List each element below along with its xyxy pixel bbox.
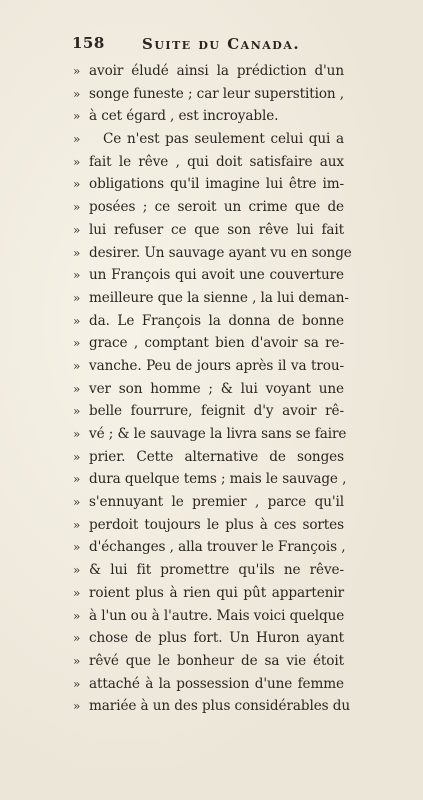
text-line (73, 310, 344, 333)
quotation-mark: » (73, 132, 81, 147)
line-text: & lui fit promettre qu'ils ne rêve- (89, 562, 344, 579)
text-line (73, 582, 344, 605)
text-line (73, 446, 344, 469)
quotation-mark: » (73, 358, 81, 373)
text-line (73, 173, 344, 196)
text-line (73, 196, 344, 219)
line-text: obligations qu'il imagine lui être im- (89, 176, 344, 193)
line-text: vé ; & le sauvage la livra sans se faire (89, 426, 347, 442)
text-line (73, 128, 344, 151)
line-text: ver son homme ; & lui voyant une (89, 380, 344, 397)
text-line (73, 242, 352, 265)
text-line (73, 673, 344, 696)
quotation-mark: » (73, 653, 81, 668)
quotation-mark: » (73, 64, 81, 78)
line-text: perdoit toujours le plus à ces sortes (89, 516, 344, 533)
text-line (73, 83, 345, 106)
quotation-mark: » (73, 177, 81, 192)
line-text: posées ; ce seroit un crime que de (89, 199, 344, 216)
line-text: grace , comptant bien d'avoir sa re- (89, 335, 344, 352)
line-text: rêvé que le bonheur de sa vie étoit (89, 652, 344, 669)
line-text: meilleure que la sienne , la lui deman- (89, 289, 349, 306)
quotation-mark: » (73, 154, 81, 169)
line-text: fait le rêve , qui doit satisfaire aux (89, 153, 344, 170)
quotation-mark: » (73, 472, 81, 487)
quotation-mark: » (73, 608, 81, 623)
quotation-mark: » (73, 109, 81, 124)
text-line (73, 355, 344, 378)
quotation-mark: » (73, 245, 81, 260)
text-line (73, 151, 344, 174)
quotation-mark: » (73, 631, 81, 646)
text-line (73, 695, 351, 718)
quotation-mark: » (73, 404, 81, 419)
running-head: Suite du Canada. (142, 35, 301, 53)
text-line (73, 491, 344, 514)
text-line (73, 423, 347, 446)
text-line (73, 264, 344, 287)
line-text: belle fourrure, feignit d'y avoir rê- (89, 403, 344, 420)
line-text: songe funeste ; car leur superstition , (89, 85, 345, 102)
page-header (72, 34, 334, 56)
line-text: desirer. Un sauvage ayant vu en songe (89, 244, 352, 261)
text-line (73, 468, 347, 491)
text-line (73, 287, 349, 310)
quotation-mark: » (73, 336, 81, 351)
quotation-mark: » (73, 268, 81, 283)
line-text: Ce n'est pas seulement celui qui a (103, 131, 344, 148)
text-line (73, 559, 344, 582)
quotation-mark: » (73, 585, 81, 600)
line-text: vanche. Peu de jours après il va trou- (89, 357, 344, 374)
line-text: un François qui avoit une couverture (89, 267, 344, 284)
line-text: attaché à la possession d'une femme (89, 675, 344, 692)
text-line (73, 605, 345, 628)
text-line (73, 378, 344, 401)
line-text: à cet égard , est incroyable. (89, 108, 279, 125)
text-line (73, 332, 344, 355)
line-text: dura quelque tems ; mais le sauvage , (89, 471, 347, 488)
quotation-mark: » (73, 290, 81, 305)
quotation-mark: » (73, 540, 81, 555)
text-line (73, 627, 344, 650)
quotation-mark: » (73, 676, 81, 691)
line-text: mariée à un des plus considérables du (89, 698, 351, 715)
line-text: s'ennuyant le premier , parce qu'il (89, 494, 344, 511)
quotation-mark: » (73, 517, 81, 532)
line-text: à l'un ou à l'autre. Mais voici quelque (89, 607, 345, 624)
quotation-mark: » (73, 86, 81, 101)
line-text: lui refuser ce que son rêve lui fait (89, 221, 344, 238)
line-text: avoir éludé ainsi la prédiction d'un (89, 63, 344, 79)
quotation-mark: » (73, 699, 81, 714)
line-text: d'échanges , alla trouver le François , (89, 539, 346, 556)
line-text: da. Le François la donna de bonne (89, 312, 344, 329)
quotation-mark: » (73, 381, 81, 396)
body-text (73, 60, 352, 718)
quotation-mark: » (73, 495, 81, 510)
quotation-mark: » (73, 449, 81, 464)
text-line (73, 536, 346, 559)
text-line (73, 219, 344, 242)
quotation-mark: » (73, 427, 81, 441)
line-text: roient plus à rien qui pût appartenir (89, 584, 344, 601)
line-text: prier. Cette alternative de songes (89, 448, 344, 465)
text-line (73, 514, 344, 537)
quotation-mark: » (73, 563, 81, 578)
quotation-mark: » (73, 200, 81, 215)
page-number: 158 (72, 34, 105, 52)
quotation-mark: » (73, 313, 81, 328)
line-text: chose de plus fort. Un Huron ayant (89, 630, 344, 647)
text-line (73, 650, 344, 673)
text-line (73, 105, 344, 128)
text-line (73, 60, 344, 83)
quotation-mark: » (73, 222, 81, 237)
text-line (73, 400, 344, 423)
